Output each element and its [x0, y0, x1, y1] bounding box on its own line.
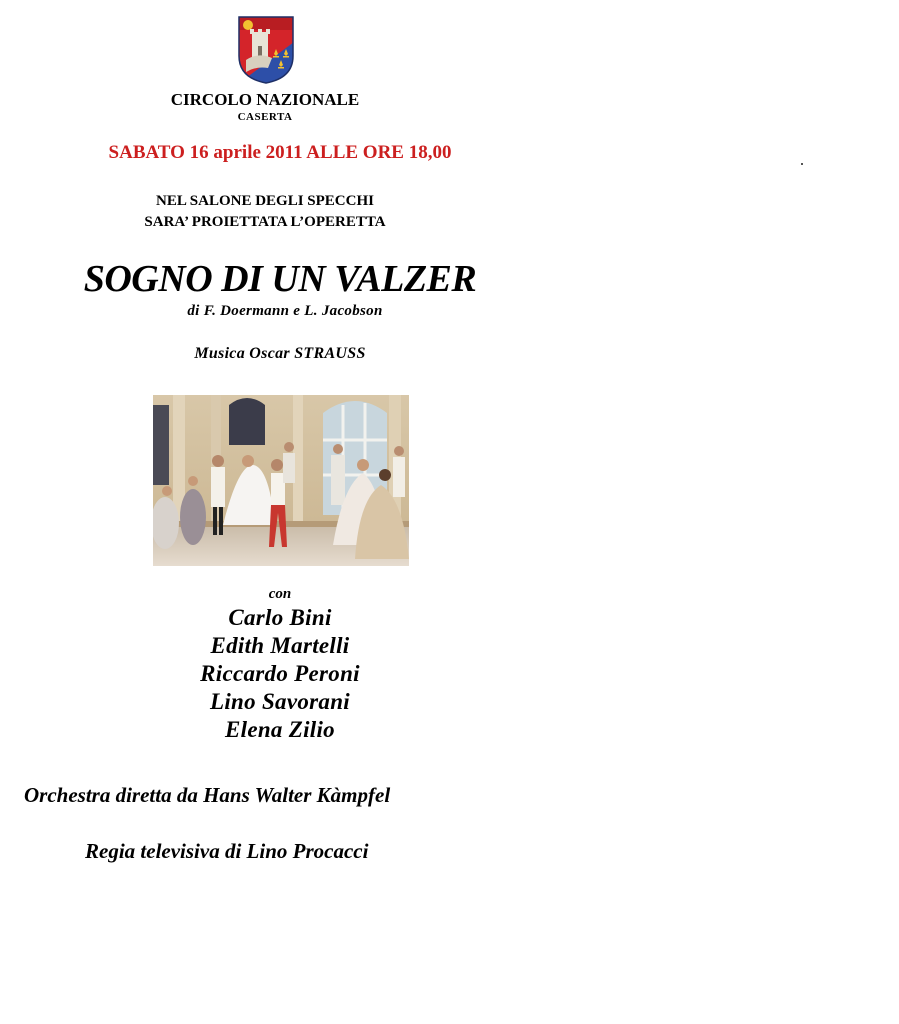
cast-intro: con	[268, 586, 292, 602]
organization-city: CASERTA	[237, 111, 293, 123]
organization-name: CIRCOLO NAZIONALE	[170, 90, 360, 109]
venue-line-1: NEL SALONE DEGLI SPECCHI	[156, 193, 374, 209]
show-music-credit: Musica Oscar STRAUSS	[194, 345, 366, 362]
coat-of-arms-icon	[238, 16, 294, 84]
show-title: SOGNO DI UN VALZER	[83, 258, 477, 300]
stray-dot	[801, 163, 803, 165]
director-credit: Regia televisiva di Lino Procacci	[85, 839, 369, 863]
show-authors: di F. Doermann e L. Jacobson	[187, 303, 383, 319]
cast-member: Lino Savorani	[209, 689, 350, 714]
cast-member: Riccardo Peroni	[200, 661, 360, 686]
cast-member: Elena Zilio	[224, 717, 335, 742]
venue-line-2: SARA’ PROIETTATA L’OPERETTA	[144, 214, 386, 230]
cast-member: Edith Martelli	[210, 633, 350, 658]
orchestra-credit: Orchestra diretta da Hans Walter Kàmpfel	[24, 783, 391, 807]
cast-member: Carlo Bini	[228, 605, 332, 630]
event-date: SABATO 16 aprile 2011 ALLE ORE 18,00	[108, 142, 452, 163]
operetta-stage-photo	[153, 395, 409, 566]
